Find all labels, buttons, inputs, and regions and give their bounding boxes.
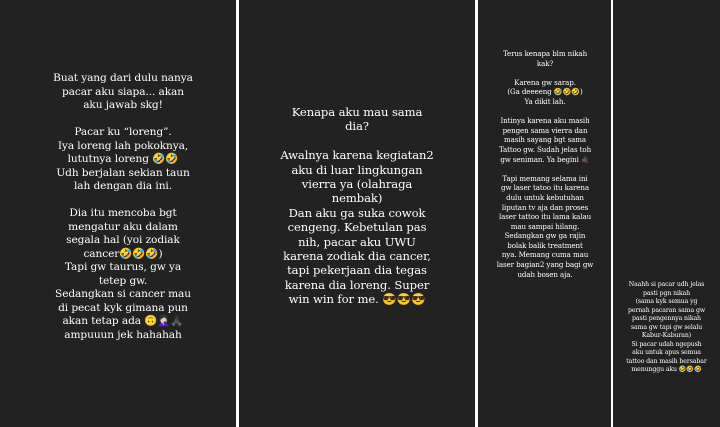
story-text-2 bbox=[251, 105, 463, 307]
story-paragraph: Dia itu mencoba bgt mengatur aku dalam segala hal (yoi zodiak cancer🤣🤣🤣) Tapi gw taurus, gw ya tetep gw. Sedangkan si cancer mau di pecat kyk gimana pun akan tetap ada 🙃🤦🏻‍♀️🙏🏿 ampuuun jek hahahah bbox=[55, 207, 191, 341]
story-panel-2[interactable] bbox=[239, 0, 475, 427]
story-panel-4[interactable] bbox=[613, 0, 720, 427]
story-text-4 bbox=[613, 281, 720, 375]
story-paragraph: Buat yang dari dulu nanya pacar aku siapa... akan aku jawab skg! bbox=[53, 72, 193, 111]
story-paragraph: Awalnya karena kegiatan2 aku di luar lingkungan vierra ya (olahraga nembak) Dan aku ga suka cowok cengeng. Kebetulan pas nih, pacar aku UWU karena zodiak dia cancer, tapi pekerjaan dia tegas karena dia loreng. Super win win for me. 😎😎😎 bbox=[280, 148, 434, 307]
story-paragraph: Kenapa aku mau sama dia? bbox=[291, 105, 423, 134]
story-text-1 bbox=[38, 72, 208, 342]
story-text-3 bbox=[479, 49, 611, 279]
story-paragraph: Tapi memang selama ini gw laser tatoo itu karena dulu untuk kebutuhan liputan tv aja dan proses laser tattoo itu lama kalau mau sampai hilang. Sedangkan gw ga rajin bolak balik treatment nya. Memang cuma mau laser bagian2 yang bagi gw udah bosen aja. bbox=[496, 173, 594, 279]
story-paragraph: Intinya karena aku masih pengen sama vierra dan masih sayang bgt sama Tattoo gw. Sudah jelas toh gw seniman. Ya begini 🤙🏿 bbox=[498, 116, 592, 164]
story-paragraph: Naahh si pacar udh jelas pasti pgn nikah (sama kyk semua yg pernah pacaran sama gw pasti pengennya nikah sama gw tapi gw selalu Kabur-Kaburan) Si pacar udah ngepush aku untuk apus semua tattoo dan masih bersabar menunggu aku 🤣🤣🤣 bbox=[626, 281, 707, 373]
story-paragraph: Terus kenapa blm nikah kak? bbox=[502, 49, 588, 68]
story-panel-1[interactable] bbox=[0, 0, 236, 427]
story-paragraph: Pacar ku “loreng”. Iya loreng lah pokoknya, lututnya loreng 🤣🤣 Udh berjalan sekian taun lah dengan dia ini. bbox=[56, 126, 190, 192]
story-paragraph: Karena gw sarap. (Ga deeeeng 🤣🤣🤣) Ya dikit lah. bbox=[507, 77, 583, 106]
story-panel-3[interactable] bbox=[478, 0, 611, 427]
